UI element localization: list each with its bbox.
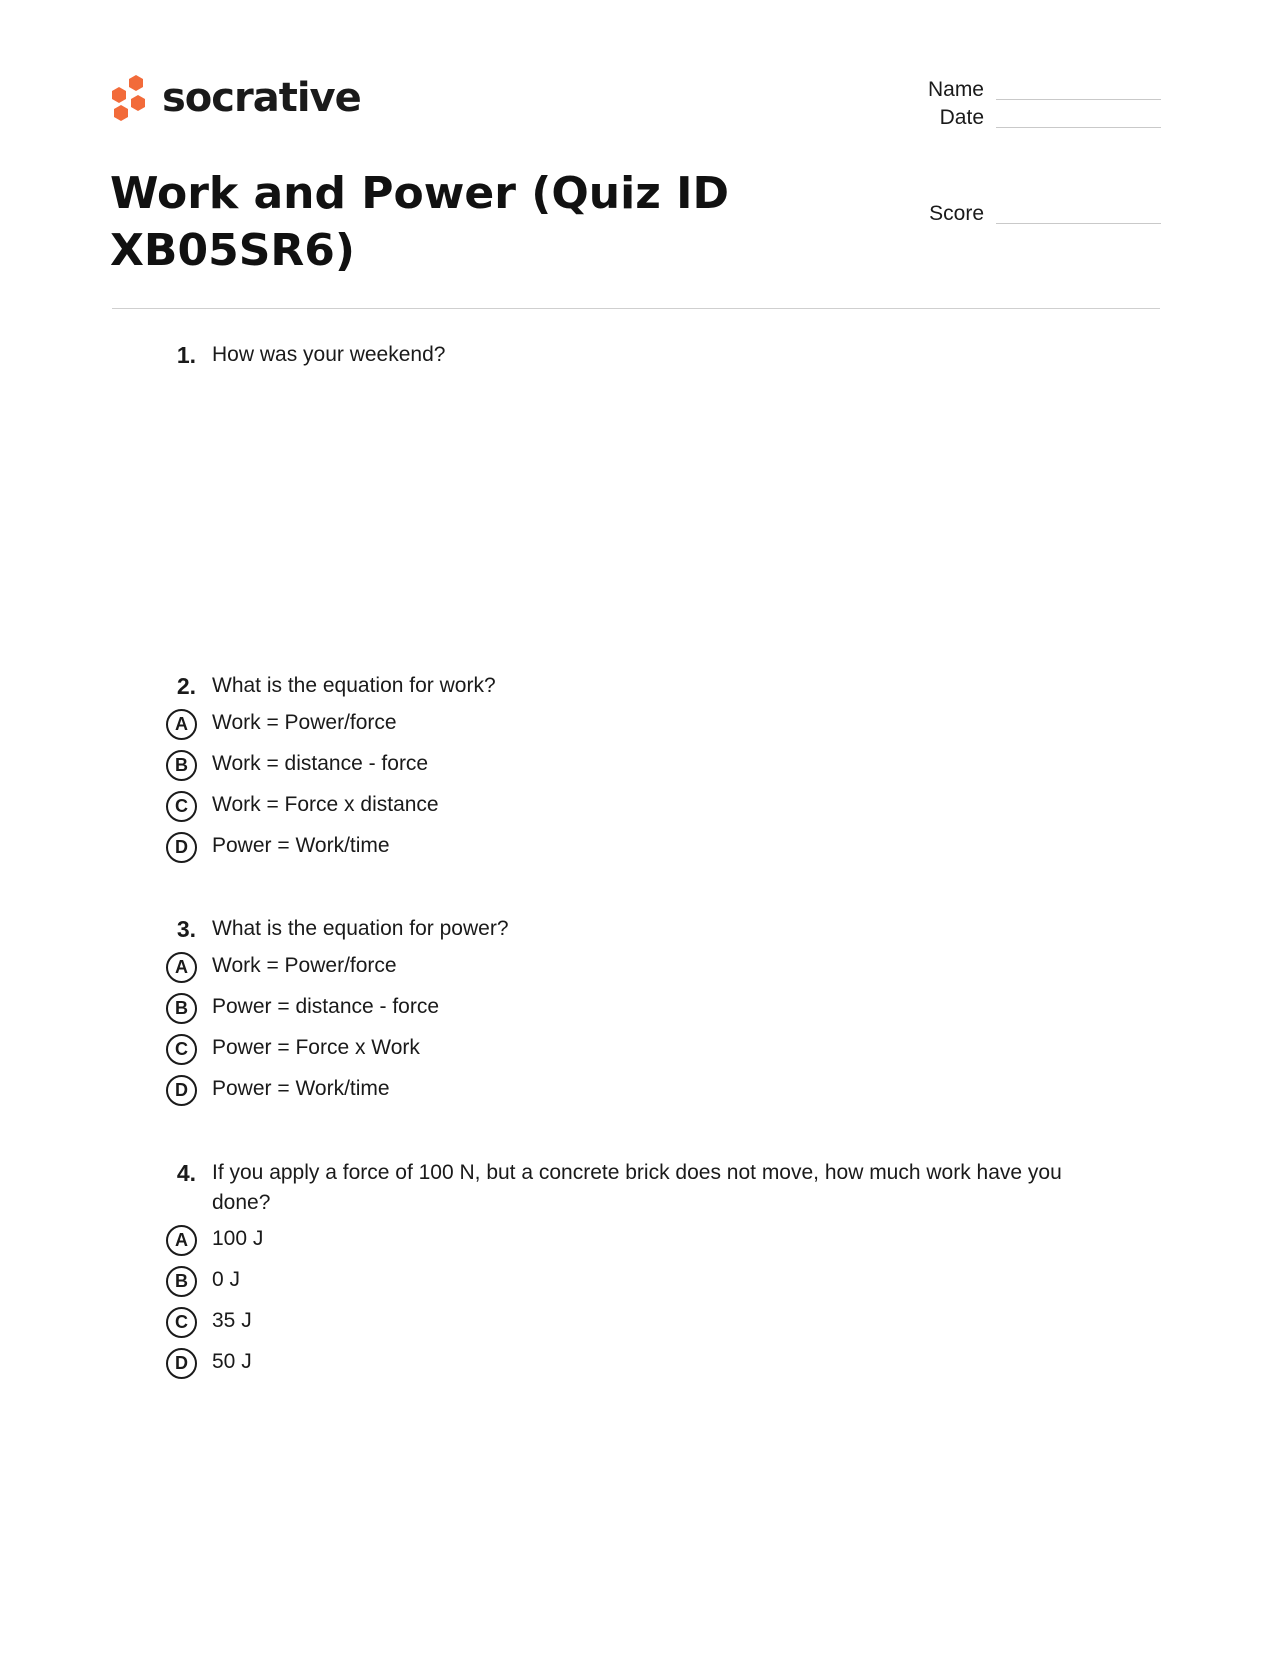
question-text: What is the equation for work?	[212, 674, 496, 697]
option-letter-badge[interactable]: D	[166, 832, 197, 863]
header-divider	[112, 308, 1160, 309]
option-c[interactable]	[166, 1032, 1066, 1066]
option-b[interactable]	[166, 991, 1066, 1025]
option-text: 100 J	[212, 1227, 264, 1250]
option-b[interactable]	[166, 1264, 1066, 1298]
date-line[interactable]	[996, 127, 1161, 128]
option-b[interactable]	[166, 748, 1066, 782]
option-letter-badge[interactable]: B	[166, 1266, 197, 1297]
option-a[interactable]	[166, 707, 1066, 741]
option-letter-badge[interactable]: D	[166, 1348, 197, 1379]
hexagon-cluster-icon	[110, 74, 148, 122]
option-c[interactable]	[166, 789, 1066, 823]
question-number: 4.	[176, 1160, 196, 1186]
name-line[interactable]	[996, 99, 1161, 100]
socrative-logo	[110, 72, 361, 124]
option-d[interactable]	[166, 1346, 1066, 1380]
option-text: Work = Power/force	[212, 954, 397, 977]
option-text: 35 J	[212, 1309, 252, 1332]
option-d[interactable]	[166, 830, 1066, 864]
option-text: Work = Power/force	[212, 711, 397, 734]
option-a[interactable]	[166, 950, 1066, 984]
question-number: 3.	[176, 916, 196, 942]
option-text: Power = Work/time	[212, 1077, 390, 1100]
option-text: 50 J	[212, 1350, 252, 1373]
option-d[interactable]	[166, 1073, 1066, 1107]
question-number: 2.	[176, 673, 196, 699]
option-letter-badge[interactable]: D	[166, 1075, 197, 1106]
brand-name: socrative	[162, 75, 361, 121]
option-text: Work = Force x distance	[212, 793, 439, 816]
option-c[interactable]	[166, 1305, 1066, 1339]
date-field[interactable]	[880, 104, 1160, 134]
option-letter-badge[interactable]: C	[166, 791, 197, 822]
option-text: 0 J	[212, 1268, 241, 1291]
option-text: Work = distance - force	[212, 752, 429, 775]
option-letter-badge[interactable]: A	[166, 1225, 197, 1256]
option-letter-badge[interactable]: A	[166, 709, 197, 740]
option-text: Power = distance - force	[212, 995, 440, 1018]
option-letter-badge[interactable]: C	[166, 1034, 197, 1065]
score-field[interactable]	[880, 200, 1160, 230]
option-letter-badge[interactable]: B	[166, 750, 197, 781]
name-field[interactable]	[880, 76, 1160, 106]
option-a[interactable]	[166, 1223, 1066, 1257]
option-text: Power = Work/time	[212, 834, 390, 857]
score-line[interactable]	[996, 223, 1161, 224]
question-text: How was your weekend?	[212, 343, 446, 366]
option-text: Power = Force x Work	[212, 1036, 420, 1059]
name-label: Name	[927, 78, 984, 101]
date-label: Date	[939, 106, 984, 129]
option-letter-badge[interactable]: B	[166, 993, 197, 1024]
option-letter-badge[interactable]: A	[166, 952, 197, 983]
question-text: If you apply a force of 100 N, but a concrete brick does not move, how much work have you done?	[212, 1161, 1062, 1214]
quiz-title: Work and Power (Quiz ID XB05SR6)	[110, 168, 730, 276]
score-label: Score	[929, 202, 984, 225]
question-text: What is the equation for power?	[212, 917, 509, 940]
option-letter-badge[interactable]: C	[166, 1307, 197, 1338]
question-number: 1.	[176, 342, 196, 368]
